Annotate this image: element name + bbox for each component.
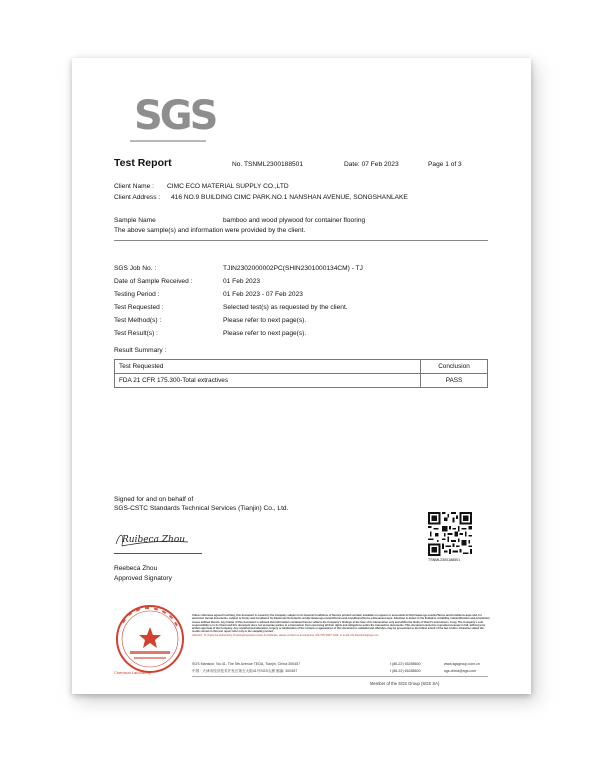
sgs-member-text: Member of the SGS Group (SGS SA) (370, 681, 440, 686)
legal-text: Unless otherwise agreed in writing, this document is issued by the Company subject to its General Conditions of Service printed overleaf, available on request or accessible at http://www.sgs.com/en/Terms-and-Conditions.aspx and, for electronic format documents, subject to Terms and Conditions for Electronic Documents at http://www.sgs.com/en/Terms-and-Conditions/Terms-e-Document.aspx. Attention is drawn to the limitation of liability, indemnification and jurisdiction issues defined therein. Any holder of this document is advised that information contained hereon reflects the Company's findings at the time of its intervention only and within the limits of Client's instructions, if any. The Company's sole responsibility is to its Client and this document does not exonerate parties to a transaction from exercising all their rights and obligations under the transaction documents. This document cannot be reproduced except in full, without prior written approval of the Company. Any unauthorized alteration, forgery or falsification of the content or appearance of this document is unlawful and offenders may be prosecuted to the fullest extent of the law. Unless otherwise stated the results shown in this test report refer only to the sample(s) tested. (192, 614, 490, 634)
legal-disclaimer (192, 614, 492, 637)
detail-label-result: Test Result(s) : (114, 330, 158, 337)
handwritten-signature: Ruibeca Zhou (122, 535, 186, 545)
client-address-label: Client Address : (114, 194, 161, 201)
detail-value-method: Please refer to next page(s). (223, 317, 307, 324)
footer-divider (192, 676, 488, 677)
client-name-label: Client Name : (114, 183, 154, 190)
signed-line-2: SGS-CSTC Standards Technical Services (Tianjin) Co., Ltd. (114, 505, 289, 512)
detail-value-job: TJIN2302000002PC(SHIN2301000134CM) - TJ (223, 265, 363, 272)
report-date: Date: 07 Feb 2023 (344, 161, 399, 168)
stamp-bottom-text: Chemical Laboratory (114, 670, 151, 675)
detail-label-job: SGS Job No. : (114, 265, 157, 272)
sample-note: The above sample(s) and information were provided by the client. (114, 227, 306, 234)
signed-line-1: Signed for and on behalf of (114, 496, 194, 503)
sample-name-label: Sample Name (114, 217, 156, 224)
footer-email: sgs.china@sgs.com (444, 669, 477, 673)
table-row (115, 374, 488, 388)
page-number: Page 1 of 3 (428, 161, 462, 168)
detail-value-period: 01 Feb 2023 - 07 Feb 2023 (223, 291, 303, 298)
client-name: CIMC ECO MATERIAL SUPPLY CO.,LTD (167, 183, 289, 190)
footer-web: www.sgsgroup.com.cn (444, 662, 480, 666)
qr-caption: TSNML2300188501 (428, 558, 461, 562)
footer-fax: f (86-22) 65288600 (390, 669, 421, 673)
detail-label-method: Test Method(s) : (114, 317, 162, 324)
detail-value-received: 01 Feb 2023 (223, 278, 261, 285)
col-header-test: Test Requested (115, 360, 421, 374)
report-number: No. TSNML2300188501 (232, 161, 303, 168)
client-address: 416 NO.9 BUILDING CIMC PARK.NO.1 NANSHAN AVENUE, SONGSHANLAKE (171, 194, 408, 201)
logo-underline (130, 140, 206, 142)
sample-name: bamboo and wood plywood for container flooring (223, 217, 366, 224)
attention-text: Attention: To check the authenticity of testing/inspection report & certificate, please contact us at telephone: (86-755) 8307 1443, or email: CN.Doccheck@sgs.com (192, 633, 379, 637)
signatory-name: Reebeca Zhou (114, 565, 158, 572)
result-summary-table (114, 359, 488, 388)
col-header-conclusion: Conclusion (421, 360, 488, 374)
sgs-logo: SGS (134, 93, 216, 139)
detail-label-received: Date of Sample Received : (114, 278, 193, 285)
detail-value-requested: Selected test(s) as requested by the client. (223, 304, 348, 311)
qr-code-icon (428, 512, 472, 556)
company-seal-icon (114, 603, 186, 675)
report-page (72, 58, 531, 694)
row-conclusion: PASS (421, 374, 488, 388)
result-summary-label: Result Summary : (114, 347, 167, 354)
row-test: FDA 21 CFR 175.300-Total extractives (115, 374, 421, 388)
footer-address-en: SGS Mansion, No.41, The 5th Avenue TEDA, Tianjin, China 300457 (192, 662, 301, 666)
signatory-title: Approved Signatory (114, 575, 172, 582)
table-header-row (115, 360, 488, 374)
detail-label-period: Testing Period : (114, 291, 160, 298)
section-divider (114, 240, 488, 241)
detail-value-result: Please refer to next page(s). (223, 330, 307, 337)
report-title: Test Report (114, 157, 172, 169)
detail-label-requested: Test Requested : (114, 304, 164, 311)
footer-phone: t (86-22) 65288600 (390, 662, 421, 666)
footer-address-cn: 中国 · 天津市经济技术开发区第五大街41号SGS大厦 邮编: 300457 (192, 669, 298, 673)
signature-line (114, 553, 202, 554)
